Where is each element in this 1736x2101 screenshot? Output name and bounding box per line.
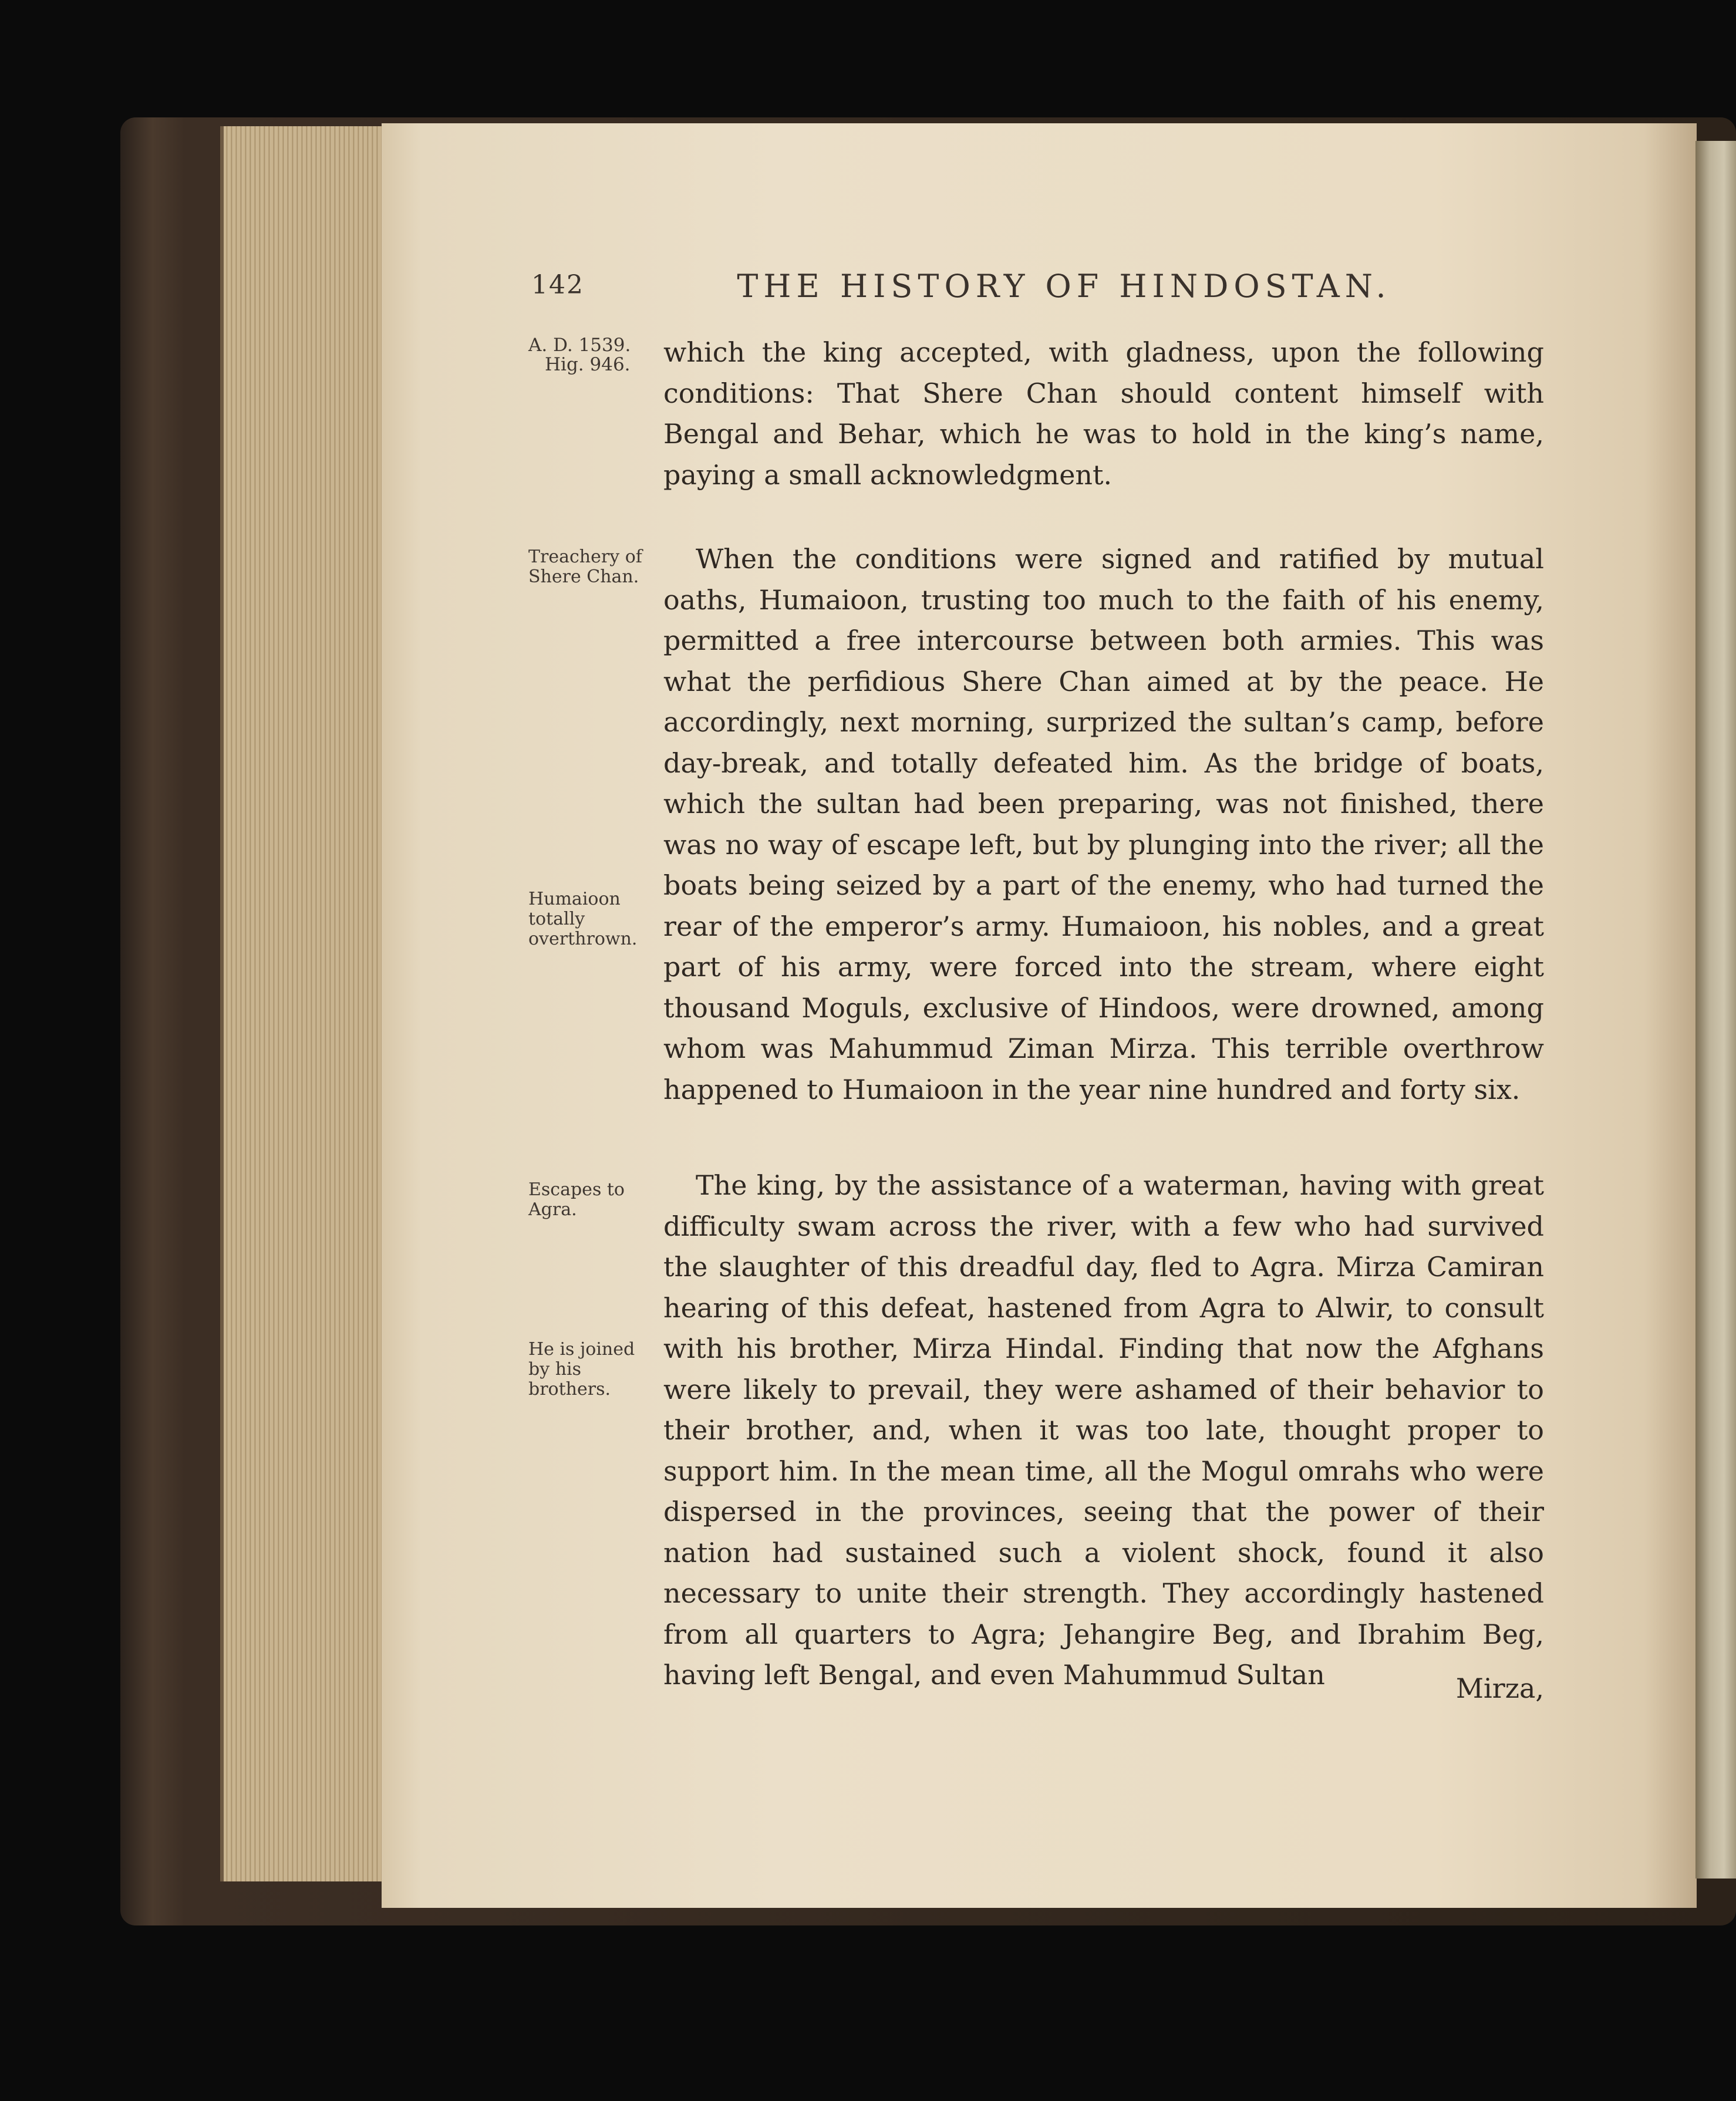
margin-note-overthrown: Humaioon totally overthrown.	[528, 889, 638, 949]
margin-date	[528, 336, 663, 375]
margin-date-ad: A. D. 1539.	[528, 335, 631, 356]
margin-note-treachery: Treachery of Shere Chan.	[528, 547, 642, 587]
page-edges	[220, 126, 388, 1881]
page-header	[531, 263, 1544, 316]
page-number: 142	[531, 270, 584, 300]
margin-date-hig: Hig. 946.	[545, 354, 631, 375]
running-head: THE HISTORY OF HINDOSTAN.	[737, 268, 1391, 305]
next-page-edge	[1695, 141, 1736, 1879]
paragraph-2: When the conditions were signed and ratified by mutual oaths, Humaioon, trusting too much to the faith of his enemy, permitted a free intercourse between both armies. This was what the perfidious Shere Chan aimed at by the peace. He accordingly, next morning, surprized the sultan’s camp, before day-break, and totally defeated him. As the bridge of boats, which the sultan had been preparing, was not finished, there was no way of escape left, but by plunging into the river; all the boats being seized by a part of the enemy, who had turned the rear of the emperor’s army. Humaioon, his nobles, and a great part of his army, were forced into the stream, where eight thousand Moguls, exclusive of Hindoos, were drowned, among whom was Mahummud Ziman Mirza. This terrible overthrow happened to Humaioon in the year nine hundred and forty six.	[663, 543, 1544, 1105]
margin-note-joined: He is joined by his brothers.	[528, 1339, 635, 1399]
paragraph-3: The king, by the assistance of a waterman, having with great difficulty swam across the river, with a few who had survived the slaughter of this dreadful day, fled to Agra. Mirza Camiran hearing of this defeat, hastened from Agra to Alwir, to consult with his brother, Mirza Hindal. Finding that now the Afghans were likely to prevail, they were ashamed of their behavior to their brother, and, when it was too late, thought proper to support him. In the mean time, all the Mogul omrahs who were dispersed in the provinces, seeing that the power of their nation had sustained such a violent shock, found it also necessary to unite their strength. They accordingly hastened from all quarters to Agra; Jehangire Beg, and Ibrahim Beg, having left Bengal, and even Mahummud Sultan	[663, 1169, 1544, 1691]
margin-note-escapes: Escapes to Agra.	[528, 1179, 625, 1220]
catchword: Mirza,	[1455, 1672, 1544, 1704]
paragraph-1: which the king accepted, with gladness, upon the following conditions: That Shere Chan should content himself with Bengal and Behar, which he was to hold in the king’s name, paying a small acknowledgment.	[663, 336, 1544, 491]
